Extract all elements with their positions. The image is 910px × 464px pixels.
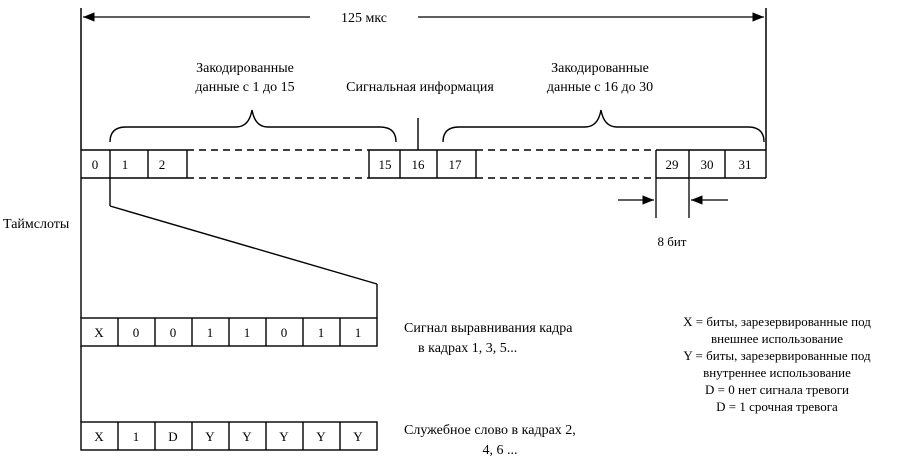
service-word-row (81, 422, 377, 450)
sw-bit-7: Y (316, 429, 326, 444)
fa-bit-5: 1 (243, 325, 251, 340)
legend-line-2: внешнее использование (710, 331, 844, 346)
slot-30: 30 (700, 157, 714, 172)
sw-bit-2: 1 (132, 429, 140, 444)
service-word-caption-2: 4, 6 ... (482, 443, 518, 458)
slot-15: 15 (378, 157, 392, 172)
timeslots-label: Таймслоты (3, 217, 70, 232)
slot-1: 1 (121, 157, 129, 172)
fa-bit-2: 0 (132, 325, 140, 340)
service-word-caption-1: Служебное слово в кадрах 2, (404, 423, 576, 438)
slot-2: 2 (158, 157, 166, 172)
left-group-line-2: данные с 1 до 15 (195, 80, 295, 95)
period-label: 125 мкс (340, 11, 388, 26)
legend-line-6: D = 1 срочная тревога (716, 399, 838, 414)
fa-bit-3: 0 (169, 325, 177, 340)
fa-bit-7: 1 (317, 325, 325, 340)
sw-bit-1: X (94, 429, 104, 444)
frame-alignment-caption-1: Сигнал выравнивания кадра (404, 321, 573, 336)
slot-16: 16 (411, 157, 425, 172)
signaling-label: Сигнальная информация (346, 80, 494, 95)
legend-line-5: D = 0 нет сигнала тревоги (705, 382, 849, 397)
right-group-line-1: Закодированные (551, 61, 649, 76)
legend-line-3: Y = биты, зарезервированные под (683, 348, 871, 363)
slot-0: 0 (91, 157, 99, 172)
legend-line-1: X = биты, зарезервированные под (683, 314, 871, 329)
frame-alignment-row (81, 318, 377, 346)
fa-bit-8: 1 (354, 325, 362, 340)
left-group-brace (110, 110, 396, 142)
fa-bit-4: 1 (206, 325, 214, 340)
right-group-line-2: данные с 16 до 30 (546, 80, 654, 95)
fa-bit-6: 0 (280, 325, 288, 340)
sw-bit-8: Y (353, 429, 363, 444)
fa-bit-1: X (94, 325, 104, 340)
slot-17: 17 (448, 157, 462, 172)
slot-31: 31 (738, 157, 752, 172)
right-group-brace (443, 110, 764, 142)
legend-line-4: внутреннее использование (703, 365, 851, 380)
bit-width-label: 8 бит (657, 234, 687, 249)
zoom-line-diagonal (110, 206, 377, 284)
frame-alignment-caption-2: в кадрах 1, 3, 5... (418, 341, 518, 356)
sw-bit-6: Y (279, 429, 289, 444)
sw-bit-3: D (168, 429, 178, 444)
slot-29: 29 (665, 157, 679, 172)
sw-bit-5: Y (242, 429, 252, 444)
left-group-line-1: Закодированные (196, 61, 294, 76)
sw-bit-4: Y (205, 429, 215, 444)
